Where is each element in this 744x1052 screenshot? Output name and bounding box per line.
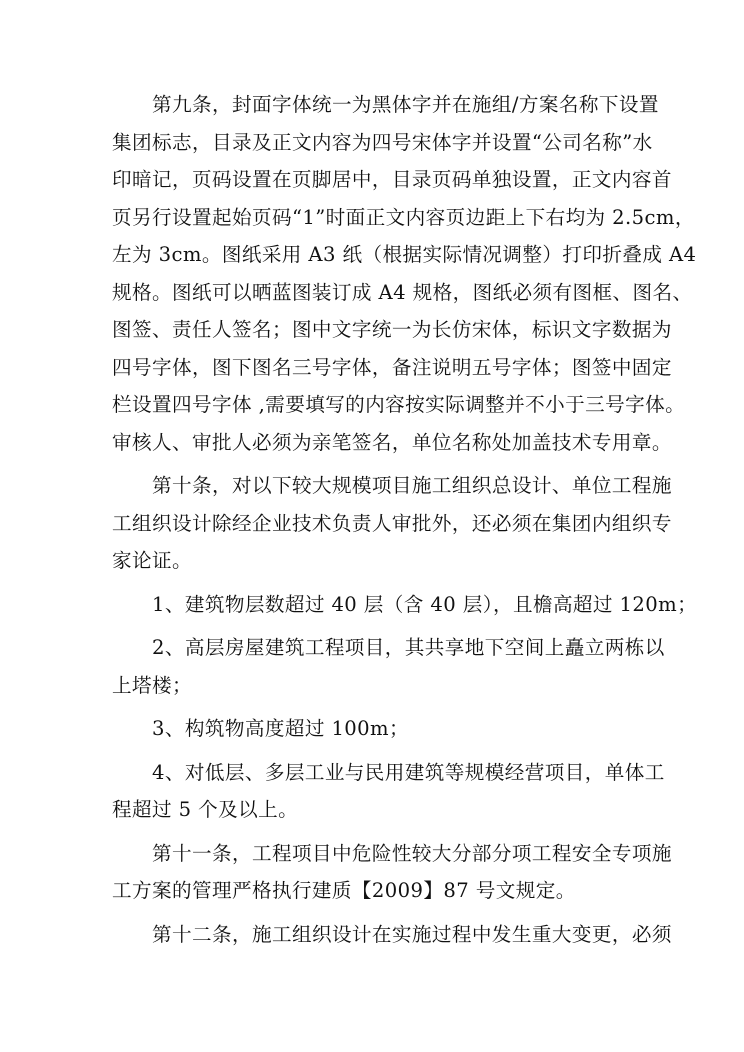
article-10-line-2: 工组织设计除经企业技术负责人审批外，还必须在集团内组织专 <box>112 511 672 535</box>
article-9-line-7: 图签、责任人签名；图中文字统一为长仿宋体，标识文字数据为 <box>112 318 672 341</box>
article-9-line-1: 第九条，封面字体统一为黑体字并在施组/方案名称下设置 <box>152 93 659 116</box>
list-item-1: 1、建筑物层数超过 40 层（含 40 层），且檐高超过 120m； <box>152 592 698 616</box>
article-9-line-8: 四号字体，图下图名三号字体，备注说明五号字体；图签中固定 <box>112 355 672 379</box>
article-11-line-1: 第十一条，工程项目中危险性较大分部分项工程安全专项施 <box>152 841 672 865</box>
article-11-line-2: 工方案的管理严格执行建质【2009】87 号文规定。 <box>112 879 576 902</box>
article-9-line-9: 栏设置四号字体 ,需要填写的内容按实际调整并不小于三号字体。 <box>112 393 686 416</box>
list-item-2-line-1: 2、高层房屋建筑工程项目，其共享地下空间上矗立两栋以 <box>152 636 665 659</box>
list-item-4-line-2: 程超过 5 个及以上。 <box>112 798 299 821</box>
list-item-3: 3、构筑物高度超过 100m； <box>152 717 410 740</box>
article-12-line-1: 第十二条，施工组织设计在实施过程中发生重大变更，必须 <box>152 922 672 946</box>
list-item-2-line-2: 上塔楼； <box>112 673 192 697</box>
article-9-line-3: 印暗记，页码设置在页脚居中，目录页码单独设置，正文内容首 <box>112 168 672 191</box>
article-9-line-4: 页另行设置起始页码“1”时面正文内容页边距上下右均为 2.5cm， <box>112 205 695 229</box>
article-9-line-6: 规格。图纸可以晒蓝图装订成 A4 规格，图纸必须有图框、图名、 <box>112 280 693 304</box>
article-10-line-1: 第十条，对以下较大规模项目施工组织总设计、单位工程施 <box>152 474 672 497</box>
article-10-line-3: 家论证。 <box>112 549 192 572</box>
list-item-4-line-1: 4、对低层、多层工业与民用建筑等规模经营项目，单体工 <box>152 760 665 784</box>
article-9-line-10: 审核人、审批人必须为亲笔签名，单位名称处加盖技术专用章。 <box>112 430 672 454</box>
article-9-line-2: 集团标志，目录及正文内容为四号宋体字并设置“公司名称”水 <box>112 130 653 154</box>
article-9-line-5: 左为 3cm。图纸采用 A3 纸（根据实际情况调整）打印折叠成 A4 <box>112 243 697 266</box>
